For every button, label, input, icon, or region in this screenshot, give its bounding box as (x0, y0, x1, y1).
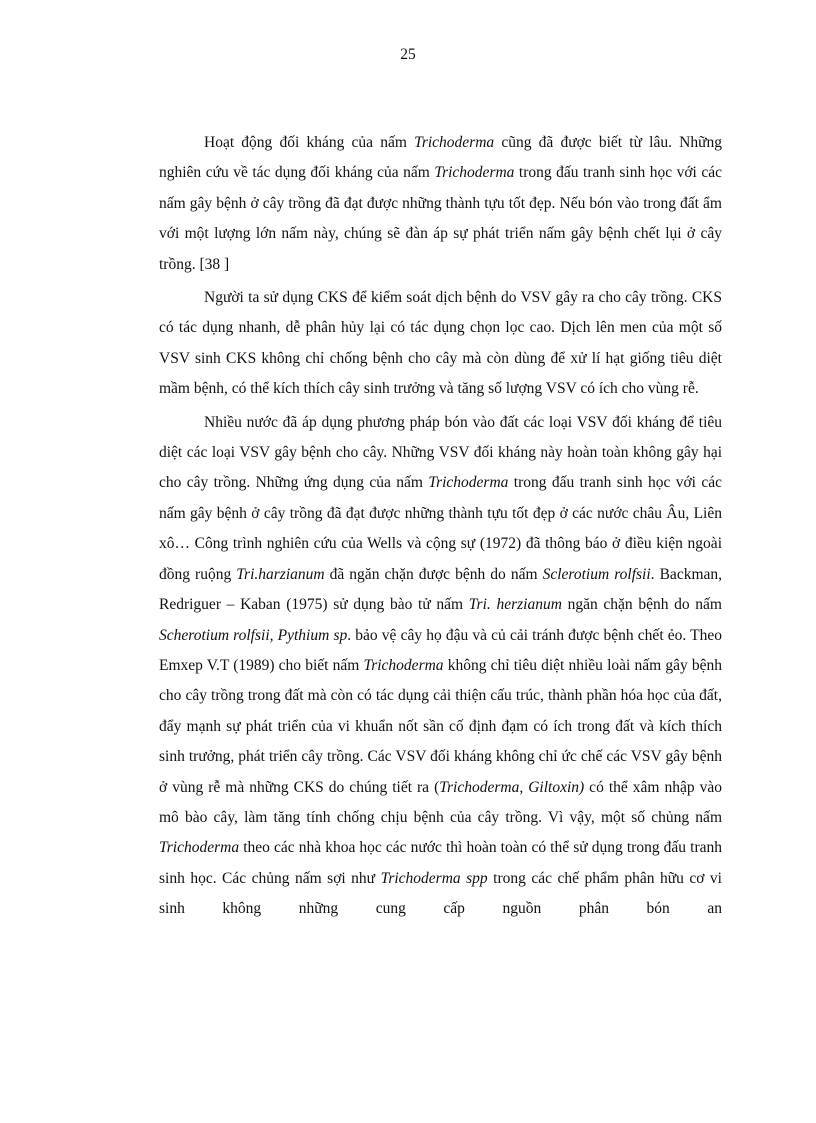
body-text (159, 128, 722, 925)
paragraph-1 (159, 128, 722, 280)
italic-term: Trichoderma, Giltoxin) (439, 778, 585, 796)
text-run: trong đấu tranh sinh học với các nấm gây bệnh ở cây trồng đã đạt được những thành tựu tốt đẹp ở các nước châu Âu, Liên xô… Công trình nghiên cứu của Wells và cộng sự (1972) đã thông báo ở điều kiện ngoài đồng ruộng (159, 474, 722, 583)
italic-term: Scherotium rolfsii, Pythium sp (159, 626, 348, 644)
italic-term: Trichoderma (428, 474, 509, 492)
italic-term: Tri. herzianum (468, 596, 562, 614)
text-run: trong các chế phẩm phân hữu cơ vi sinh không những cung cấp nguồn phân bón an (159, 869, 722, 918)
text-run: Hoạt động đối kháng của nấm (204, 134, 415, 151)
text-run: đã ngăn chặn được bệnh do nấm (324, 565, 543, 583)
italic-term: Trichoderma (159, 839, 240, 857)
paragraph-3 (159, 408, 722, 925)
page-number: 25 (400, 46, 416, 63)
text-run: . bảo vệ cây họ đậu và củ cải tránh được bệnh chết ẻo. Theo Emxep V.T (1989) cho biết nấm (159, 626, 722, 674)
italic-term: Trichoderma (434, 164, 515, 182)
italic-term: Tri.harzianum (236, 565, 325, 583)
italic-term: Trichoderma spp (380, 869, 488, 887)
italic-term: Trichoderma (414, 134, 495, 151)
text-run: . Backman, Redriguer – Kaban (1975) sử dụng bào tử nấm (159, 565, 723, 614)
text-run: có thể xâm nhập vào mô bào cây, làm tăng tính chống chịu bệnh của cây trồng. Vì vậy, một số chủng nấm (159, 778, 722, 826)
text-run: theo các nhà khoa học các nước thì hoàn toàn có thể sử dụng trong đấu tranh sinh học. Các chủng nấm sợi như (159, 839, 722, 887)
italic-term: Trichoderma (363, 656, 444, 674)
italic-term: Sclerotium rolfsii (542, 565, 651, 583)
text-run: không chỉ tiêu diệt nhiều loài nấm gây bệnh cho cây trồng trong đất mà còn có tác dụng cải thiện cấu trúc, thành phần hóa học của đất, đẩy mạnh sự phát triển của vi khuẩn nốt sần cố định đạm có ích trong đất và kích thích sinh trưởng, phát triển cây trồng. Các VSV đối kháng không chỉ ức chế các VSV gây bệnh ở vùng rễ mà những CKS do chúng tiết ra ( (159, 656, 722, 796)
text-run: ngăn chặn bệnh do nấm (561, 596, 722, 614)
text-run: Người ta sử dụng CKS để kiểm soát dịch bệnh do VSV gây ra cho cây trồng. CKS có tác dụng nhanh, dễ phân hủy lại có tác dụng chọn lọc cao. Dịch lên men của một số VSV sinh CKS không chỉ chống bệnh cho cây mà còn dùng để xử lí hạt giống tiêu diệt mầm bệnh, có thể kích thích cây sinh trưởng và tăng số lượng VSV có ích cho vùng rễ. (159, 289, 722, 398)
text-run: Nhiều nước đã áp dụng phương pháp bón vào đất các loại VSV đối kháng để tiêu diệt các loại VSV gây bệnh cho cây. Những VSV đối kháng này hoàn toàn không gây hại cho cây trồng. Những ứng dụng của nấm (159, 413, 722, 492)
paragraph-2 (159, 283, 722, 405)
text-run: cũng đã được biết từ lâu. Những nghiên cứu về tác dụng đối kháng của nấm (159, 134, 723, 182)
text-run: trong đấu tranh sinh học với các nấm gây bệnh ở cây trồng đã đạt được những thành tựu tốt đẹp. Nếu bón vào trong đất ẩm với một lượng lớn nấm này, chúng sẽ đàn áp sự phát triển nấm gây bệnh chết lụi ở cây trồng. [38 ] (159, 164, 722, 273)
